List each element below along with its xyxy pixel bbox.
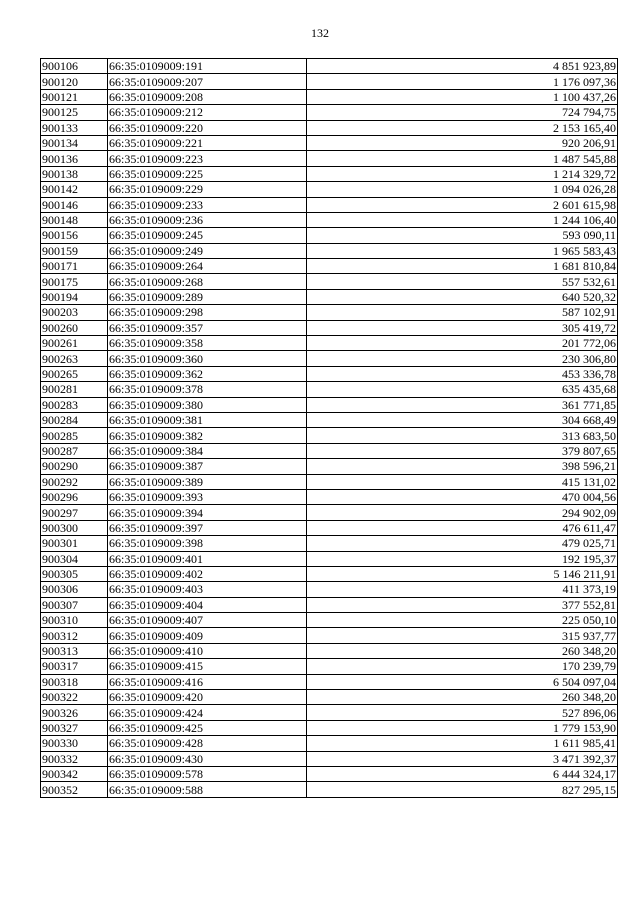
cadastral-value-cell: 587 102,91 [307, 305, 618, 320]
object-code-cell: 900312 [41, 628, 108, 643]
table-body [41, 59, 618, 798]
cadastral-value-cell: 2 153 165,40 [307, 120, 618, 135]
table-row [41, 351, 618, 366]
cadastral-number-cell: 66:35:0109009:389 [108, 474, 307, 489]
object-code-cell: 900138 [41, 166, 108, 181]
page-number: 132 [311, 26, 329, 40]
object-code-cell: 900296 [41, 489, 108, 504]
cadastral-value-cell: 411 373,19 [307, 582, 618, 597]
table-row [41, 782, 618, 797]
table-row [41, 228, 618, 243]
cadastral-value-cell: 476 611,47 [307, 520, 618, 535]
table-row [41, 705, 618, 720]
cadastral-number-cell: 66:35:0109009:191 [108, 59, 307, 74]
cadastral-value-cell: 379 807,65 [307, 443, 618, 458]
table-row [41, 243, 618, 258]
cadastral-value-cell: 377 552,81 [307, 597, 618, 612]
table-row [41, 428, 618, 443]
object-code-cell: 900156 [41, 228, 108, 243]
table-row [41, 766, 618, 781]
cadastral-number-cell: 66:35:0109009:398 [108, 536, 307, 551]
object-code-cell: 900125 [41, 105, 108, 120]
cadastral-number-cell: 66:35:0109009:415 [108, 659, 307, 674]
cadastral-value-cell: 3 471 392,37 [307, 751, 618, 766]
cadastral-number-cell: 66:35:0109009:357 [108, 320, 307, 335]
cadastral-number-cell: 66:35:0109009:404 [108, 597, 307, 612]
object-code-cell: 900292 [41, 474, 108, 489]
cadastral-value-cell: 1 100 437,26 [307, 89, 618, 104]
cadastral-number-cell: 66:35:0109009:358 [108, 336, 307, 351]
cadastral-number-cell: 66:35:0109009:289 [108, 289, 307, 304]
cadastral-value-cell: 398 596,21 [307, 459, 618, 474]
cadastral-value-cell: 260 348,20 [307, 643, 618, 658]
cadastral-value-cell: 5 146 211,91 [307, 566, 618, 581]
object-code-cell: 900304 [41, 551, 108, 566]
object-code-cell: 900194 [41, 289, 108, 304]
table-row [41, 336, 618, 351]
table-row [41, 105, 618, 120]
cadastral-number-cell: 66:35:0109009:420 [108, 690, 307, 705]
object-code-cell: 900106 [41, 59, 108, 74]
table-row [41, 443, 618, 458]
cadastral-value-cell: 225 050,10 [307, 613, 618, 628]
cadastral-number-cell: 66:35:0109009:401 [108, 551, 307, 566]
table-row [41, 135, 618, 150]
object-code-cell: 900265 [41, 366, 108, 381]
cadastral-number-cell: 66:35:0109009:264 [108, 259, 307, 274]
object-code-cell: 900146 [41, 197, 108, 212]
object-code-cell: 900290 [41, 459, 108, 474]
object-code-cell: 900260 [41, 320, 108, 335]
cadastral-number-cell: 66:35:0109009:229 [108, 182, 307, 197]
cadastral-number-cell: 66:35:0109009:588 [108, 782, 307, 797]
table-row [41, 505, 618, 520]
object-code-cell: 900159 [41, 243, 108, 258]
table-row [41, 166, 618, 181]
object-code-cell: 900261 [41, 336, 108, 351]
table-row [41, 628, 618, 643]
table-row [41, 674, 618, 689]
cadastral-number-cell: 66:35:0109009:381 [108, 412, 307, 427]
object-code-cell: 900306 [41, 582, 108, 597]
table-row [41, 59, 618, 74]
cadastral-value-cell: 1 244 106,40 [307, 212, 618, 227]
cadastral-number-cell: 66:35:0109009:207 [108, 74, 307, 89]
cadastral-value-cell: 1 094 026,28 [307, 182, 618, 197]
cadastral-value-cell: 635 435,68 [307, 382, 618, 397]
cadastral-value-cell: 313 683,50 [307, 428, 618, 443]
cadastral-number-cell: 66:35:0109009:397 [108, 520, 307, 535]
object-code-cell: 900310 [41, 613, 108, 628]
cadastral-number-cell: 66:35:0109009:409 [108, 628, 307, 643]
cadastral-value-cell: 260 348,20 [307, 690, 618, 705]
table-row [41, 397, 618, 412]
table-row [41, 736, 618, 751]
object-code-cell: 900283 [41, 397, 108, 412]
cadastral-number-cell: 66:35:0109009:380 [108, 397, 307, 412]
object-code-cell: 900307 [41, 597, 108, 612]
table-row [41, 197, 618, 212]
table-row [41, 289, 618, 304]
cadastral-value-cell: 827 295,15 [307, 782, 618, 797]
object-code-cell: 900332 [41, 751, 108, 766]
table-row [41, 690, 618, 705]
cadastral-value-cell: 920 206,91 [307, 135, 618, 150]
table-row [41, 305, 618, 320]
cadastral-value-cell: 170 239,79 [307, 659, 618, 674]
cadastral-value-cell: 305 419,72 [307, 320, 618, 335]
cadastral-number-cell: 66:35:0109009:225 [108, 166, 307, 181]
object-code-cell: 900121 [41, 89, 108, 104]
table-row [41, 459, 618, 474]
table-row [41, 597, 618, 612]
object-code-cell: 900133 [41, 120, 108, 135]
cadastral-number-cell: 66:35:0109009:223 [108, 151, 307, 166]
table-row [41, 566, 618, 581]
table-row [41, 74, 618, 89]
cadastral-value-cell: 479 025,71 [307, 536, 618, 551]
object-code-cell: 900285 [41, 428, 108, 443]
cadastral-value-cell: 294 902,09 [307, 505, 618, 520]
cadastral-number-cell: 66:35:0109009:394 [108, 505, 307, 520]
cadastral-number-cell: 66:35:0109009:360 [108, 351, 307, 366]
cadastral-value-cell: 192 195,37 [307, 551, 618, 566]
table-row [41, 489, 618, 504]
cadastral-number-cell: 66:35:0109009:410 [108, 643, 307, 658]
object-code-cell: 900313 [41, 643, 108, 658]
cadastral-number-cell: 66:35:0109009:268 [108, 274, 307, 289]
cadastral-value-cell: 593 090,11 [307, 228, 618, 243]
cadastral-value-cell: 361 771,85 [307, 397, 618, 412]
cadastral-value-cell: 6 504 097,04 [307, 674, 618, 689]
table-row [41, 536, 618, 551]
table-row [41, 259, 618, 274]
table-row [41, 366, 618, 381]
cadastral-value-cell: 1 214 329,72 [307, 166, 618, 181]
cadastral-number-cell: 66:35:0109009:430 [108, 751, 307, 766]
object-code-cell: 900171 [41, 259, 108, 274]
table-row [41, 382, 618, 397]
object-code-cell: 900134 [41, 135, 108, 150]
object-code-cell: 900327 [41, 720, 108, 735]
cadastral-number-cell: 66:35:0109009:424 [108, 705, 307, 720]
cadastral-number-cell: 66:35:0109009:362 [108, 366, 307, 381]
table-row [41, 151, 618, 166]
cadastral-number-cell: 66:35:0109009:249 [108, 243, 307, 258]
object-code-cell: 900175 [41, 274, 108, 289]
cadastral-value-cell: 470 004,56 [307, 489, 618, 504]
cadastral-value-cell: 1 487 545,88 [307, 151, 618, 166]
object-code-cell: 900120 [41, 74, 108, 89]
cadastral-number-cell: 66:35:0109009:416 [108, 674, 307, 689]
object-code-cell: 900330 [41, 736, 108, 751]
cadastral-number-cell: 66:35:0109009:387 [108, 459, 307, 474]
table-row [41, 582, 618, 597]
cadastral-value-cell: 453 336,78 [307, 366, 618, 381]
table-row [41, 551, 618, 566]
cadastral-number-cell: 66:35:0109009:212 [108, 105, 307, 120]
object-code-cell: 900342 [41, 766, 108, 781]
cadastral-value-cell: 527 896,06 [307, 705, 618, 720]
object-code-cell: 900203 [41, 305, 108, 320]
cadastral-value-cell: 415 131,02 [307, 474, 618, 489]
object-code-cell: 900300 [41, 520, 108, 535]
object-code-cell: 900297 [41, 505, 108, 520]
cadastral-number-cell: 66:35:0109009:384 [108, 443, 307, 458]
cadastral-value-cell: 640 520,32 [307, 289, 618, 304]
cadastral-value-cell: 1 965 583,43 [307, 243, 618, 258]
cadastral-value-cell: 724 794,75 [307, 105, 618, 120]
cadastral-value-cell: 1 611 985,41 [307, 736, 618, 751]
cadastral-number-cell: 66:35:0109009:245 [108, 228, 307, 243]
cadastral-value-cell: 1 681 810,84 [307, 259, 618, 274]
cadastral-number-cell: 66:35:0109009:393 [108, 489, 307, 504]
table-row [41, 643, 618, 658]
cadastral-value-cell: 201 772,06 [307, 336, 618, 351]
object-code-cell: 900281 [41, 382, 108, 397]
cadastral-value-cell: 230 306,80 [307, 351, 618, 366]
object-code-cell: 900148 [41, 212, 108, 227]
object-code-cell: 900136 [41, 151, 108, 166]
cadastral-value-cell: 6 444 324,17 [307, 766, 618, 781]
object-code-cell: 900326 [41, 705, 108, 720]
cadastral-value-cell: 4 851 923,89 [307, 59, 618, 74]
cadastral-number-cell: 66:35:0109009:208 [108, 89, 307, 104]
object-code-cell: 900305 [41, 566, 108, 581]
cadastral-value-cell: 1 779 153,90 [307, 720, 618, 735]
cadastral-value-table [40, 58, 618, 798]
cadastral-number-cell: 66:35:0109009:378 [108, 382, 307, 397]
table-row [41, 412, 618, 427]
table-row [41, 274, 618, 289]
object-code-cell: 900263 [41, 351, 108, 366]
object-code-cell: 900142 [41, 182, 108, 197]
object-code-cell: 900284 [41, 412, 108, 427]
cadastral-value-cell: 2 601 615,98 [307, 197, 618, 212]
table-row [41, 520, 618, 535]
cadastral-value-cell: 304 668,49 [307, 412, 618, 427]
cadastral-number-cell: 66:35:0109009:298 [108, 305, 307, 320]
cadastral-number-cell: 66:35:0109009:382 [108, 428, 307, 443]
cadastral-value-cell: 557 532,61 [307, 274, 618, 289]
table-row [41, 120, 618, 135]
cadastral-number-cell: 66:35:0109009:233 [108, 197, 307, 212]
cadastral-number-cell: 66:35:0109009:236 [108, 212, 307, 227]
object-code-cell: 900301 [41, 536, 108, 551]
cadastral-number-cell: 66:35:0109009:402 [108, 566, 307, 581]
table-row [41, 474, 618, 489]
cadastral-number-cell: 66:35:0109009:407 [108, 613, 307, 628]
cadastral-number-cell: 66:35:0109009:403 [108, 582, 307, 597]
table-row [41, 89, 618, 104]
cadastral-number-cell: 66:35:0109009:220 [108, 120, 307, 135]
cadastral-number-cell: 66:35:0109009:425 [108, 720, 307, 735]
object-code-cell: 900322 [41, 690, 108, 705]
object-code-cell: 900287 [41, 443, 108, 458]
object-code-cell: 900318 [41, 674, 108, 689]
cadastral-number-cell: 66:35:0109009:221 [108, 135, 307, 150]
object-code-cell: 900317 [41, 659, 108, 674]
table-row [41, 659, 618, 674]
table-row [41, 320, 618, 335]
object-code-cell: 900352 [41, 782, 108, 797]
table-row [41, 613, 618, 628]
table-row [41, 212, 618, 227]
table-row [41, 182, 618, 197]
table-row [41, 720, 618, 735]
cadastral-value-cell: 315 937,77 [307, 628, 618, 643]
cadastral-number-cell: 66:35:0109009:428 [108, 736, 307, 751]
cadastral-number-cell: 66:35:0109009:578 [108, 766, 307, 781]
table-row [41, 751, 618, 766]
cadastral-value-cell: 1 176 097,36 [307, 74, 618, 89]
